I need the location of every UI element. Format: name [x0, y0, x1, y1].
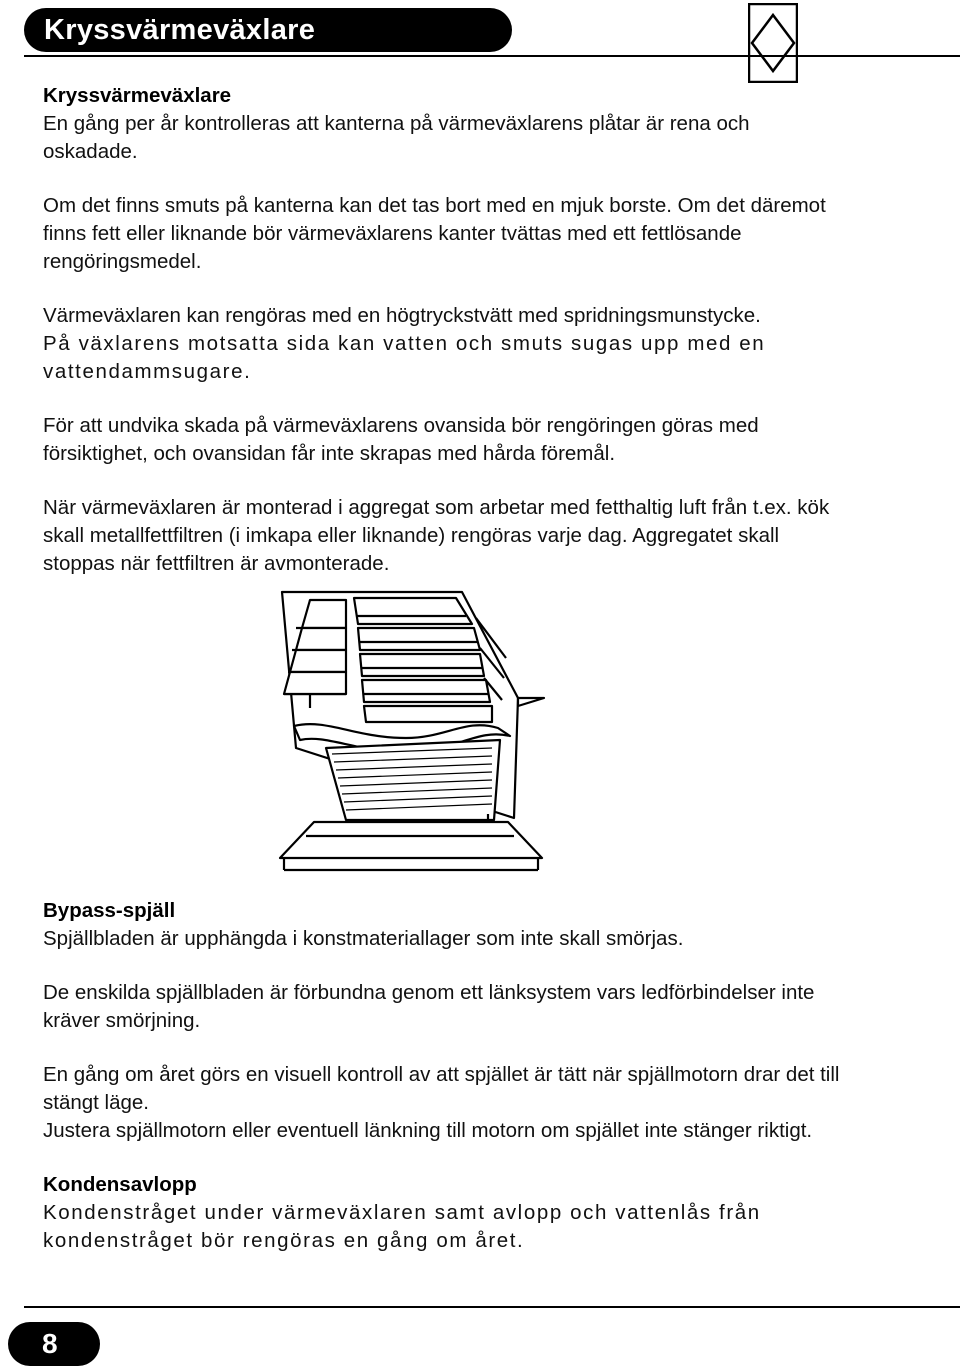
page-header-title: Kryssvärmeväxlare — [24, 8, 512, 52]
section-heading-bypass: Bypass-spjäll — [43, 899, 176, 922]
page-number: 8 — [8, 1322, 100, 1366]
section-heading-drain: Kondensavlopp — [43, 1173, 197, 1196]
heat-exchanger-illustration-icon — [266, 588, 550, 876]
paragraph: Värmeväxlaren kan rengöras med en högtryckstvätt med spridningsmunstycke. — [43, 304, 761, 327]
paragraph: Om det finns smuts på kanterna kan det tas bort med en mjuk borste. Om det däremot finns fett eller liknande bör värmeväxlarens kanter tvättas med ett fettlösande rengöringsmedel. — [43, 194, 826, 273]
section-heat-exchanger — [43, 82, 843, 578]
footer-divider — [24, 1306, 960, 1308]
paragraph: Justera spjällmotorn eller eventuell länkning till motorn om spjället inte stänger riktigt. — [43, 1119, 813, 1142]
paragraph: På växlarens motsatta sida kan vatten och smuts sugas upp med en vattendammsugare. — [43, 332, 766, 383]
paragraph: En gång per år kontrolleras att kanterna på värmeväxlarens plåtar är rena och oskadade. — [43, 112, 750, 163]
paragraph: En gång om året görs en visuell kontroll av att spjället är tätt när spjällmotorn drar det till stängt läge. — [43, 1063, 840, 1114]
section-maintenance — [43, 897, 843, 1255]
header-divider — [24, 55, 960, 57]
diamond-logo-icon — [748, 3, 798, 83]
paragraph: De enskilda spjällbladen är förbundna genom ett länksystem vars ledförbindelser inte kräver smörjning. — [43, 981, 815, 1032]
section-heading-heat-exchanger: Kryssvärmeväxlare — [43, 84, 232, 107]
paragraph: Spjällbladen är upphängda i konstmateriallager som inte skall smörjas. — [43, 927, 684, 950]
paragraph: Kondenstråget under värmeväxlaren samt avlopp och vattenlås från kondenstråget bör rengöras en gång om året. — [43, 1201, 761, 1252]
paragraph: När värmeväxlaren är monterad i aggregat som arbetar med fetthaltig luft från t.ex. kök skall metallfettfiltren (i imkapa eller liknande) rengöras varje dag. Aggregatet skall stoppas när fettfiltren är avmonterade. — [43, 496, 830, 575]
paragraph: För att undvika skada på värmeväxlarens ovansida bör rengöringen göras med försiktighet, och ovansidan får inte skrapas med hårda föremål. — [43, 414, 759, 465]
